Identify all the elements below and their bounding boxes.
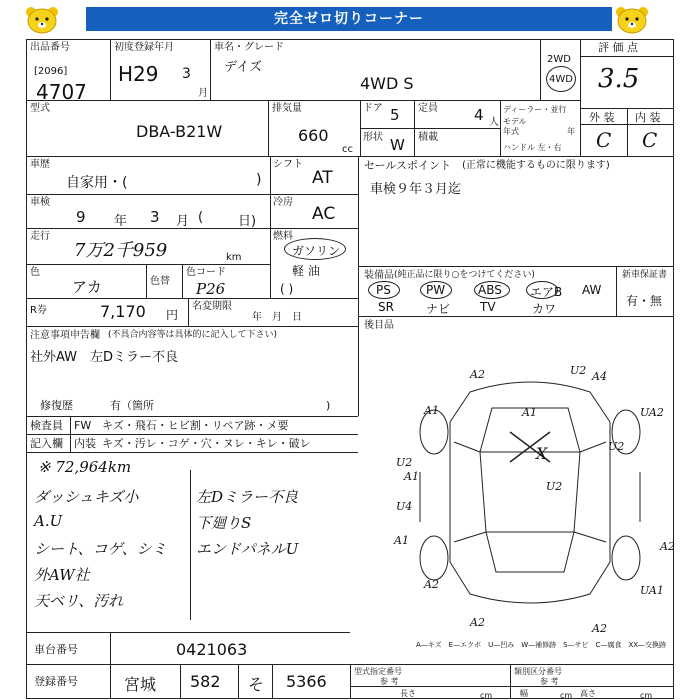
model-value: DBA-B21W: [136, 122, 223, 141]
damage-legend: A—キズ E—エクボ U—凹み W—補修跡 S—サビ C—腐食 XX—交換跡: [416, 641, 667, 649]
rear-seat-label: 後目品: [364, 320, 394, 331]
drive-2wd: 2WD: [547, 54, 571, 65]
sales-text: 車検９年３月迄: [370, 182, 462, 197]
recycle-unit: 円: [166, 308, 179, 322]
notice-label: 注意事項申告欄: [30, 330, 100, 341]
notice-text: 社外AW 左Dミラー不良: [30, 350, 179, 365]
damage-a2-bumper: A2: [470, 616, 485, 629]
page-title: 完全ゼロ切りコーナー: [86, 7, 612, 31]
height-label: 高さ: [580, 689, 596, 698]
width-label: 幅: [520, 689, 528, 698]
capacity-label: 定員: [418, 103, 438, 114]
mascot-bear-icon: [22, 4, 62, 36]
length-label: 長さ: [400, 689, 416, 698]
fuel-label: 燃料: [273, 231, 293, 242]
recycle-label: R券: [30, 305, 47, 316]
entry-row2: キズ・汚レ・コゲ・穴・ヌレ・キレ・破レ: [102, 437, 311, 450]
mascot-bear-icon: [612, 4, 652, 36]
damage-a4-front: A4: [592, 370, 607, 383]
interior-value: C: [642, 128, 658, 152]
repair-value: 有（箇所: [110, 399, 154, 412]
equip-pw: PW: [426, 283, 446, 297]
equip-tv: TV: [480, 300, 496, 314]
inspection-day-unit: 日): [238, 214, 257, 229]
inspection-year: 9: [76, 208, 86, 226]
displacement-label: 排気量: [272, 103, 302, 114]
reg-era-year: H29: [118, 62, 159, 86]
reg-month: 3: [182, 66, 191, 82]
handnote-endpanel: エンドパネルU: [196, 540, 299, 558]
interior-label: 内 装: [635, 111, 661, 124]
plate-number: 5366: [286, 672, 327, 691]
model-label: 型式: [30, 103, 50, 114]
equipment-label: 装備品: [364, 270, 394, 281]
lot-label: 出品番号: [30, 42, 70, 53]
capacity-value: 4: [474, 106, 484, 124]
inspector-label: 検査員: [30, 419, 63, 432]
inspector-fw: FW: [74, 419, 92, 432]
equip-ps: PS: [376, 283, 391, 297]
damage-u2-side: U2: [396, 456, 413, 469]
load-label: 積載: [418, 132, 438, 143]
equip-aw: AW: [582, 283, 602, 297]
damage-a1-rear-side: A1: [394, 534, 409, 547]
handnote-dash: ダッシュキズ小: [34, 488, 139, 506]
displacement-unit: cc: [342, 144, 353, 155]
history-value: 自家用・(: [66, 175, 128, 191]
history-label: 車歴: [30, 159, 50, 170]
designation-ref: 参 考: [380, 677, 399, 686]
fuel-gasoline: ガソリン: [292, 244, 341, 258]
displacement-value: 660: [298, 126, 329, 145]
handnote-mileage: ※ 72,964km: [38, 458, 132, 476]
shift-label: シフト: [273, 159, 303, 170]
aircon-label: 冷房: [273, 197, 293, 208]
year-unit: 年: [567, 127, 575, 136]
mileage-value: 7万2千959: [74, 240, 168, 261]
damage-ua2-right: UA2: [640, 406, 664, 419]
inspection-month-unit: 月: [176, 214, 190, 229]
equip-navi: ナビ: [426, 302, 451, 316]
transfer-label: 名変期限: [192, 301, 232, 312]
handnote-mirror: 左Dミラー不良: [196, 488, 299, 506]
inspection-label: 車検: [30, 197, 50, 208]
plate-kana: そ: [248, 675, 265, 694]
damage-a1-hood: A1: [522, 406, 537, 419]
shape-value: W: [390, 136, 405, 154]
inspection-year-unit: 年: [114, 214, 128, 229]
handle-label: ハンドル 左・右: [503, 143, 562, 152]
reg-month-unit: 月: [198, 88, 208, 99]
exterior-label: 外 装: [589, 111, 615, 124]
entry-label: 記入欄: [30, 437, 63, 450]
damage-a2-rear-left: A2: [424, 578, 439, 591]
car-label: 車名・グレード: [214, 42, 284, 53]
mileage-label: 走行: [30, 231, 50, 242]
color-code-value: P26: [196, 280, 226, 298]
chassis-value: 0421063: [176, 640, 248, 659]
damage-a2-front: A2: [470, 368, 485, 381]
handnote-aw: 外AW社: [34, 566, 90, 584]
mileage-unit: km: [226, 252, 242, 263]
warranty-label: 新車保証書: [622, 270, 668, 280]
notice-note: (不具合内容等は具体的に記入して下さい): [108, 330, 278, 340]
exterior-value: C: [596, 128, 612, 152]
sales-label: セールスポイント: [364, 159, 452, 172]
chassis-label: 車台番号: [34, 643, 78, 656]
length-unit: cm: [480, 691, 493, 700]
equipment-note: (純正品に限り○をつけてください): [394, 270, 535, 280]
dealer-label: ディーラー・並行: [503, 105, 567, 114]
lot-sub: [2096]: [34, 66, 68, 77]
color-swap-label: 色替: [150, 276, 170, 287]
inspection-month: 3: [150, 208, 160, 226]
shape-label: 形状: [363, 132, 383, 143]
history-close: ): [256, 172, 262, 188]
damage-u2-roof: U2: [546, 480, 563, 493]
equip-airbag: エアB: [530, 285, 563, 299]
fuel-paren: ( ): [280, 282, 294, 296]
height-unit: cm: [640, 691, 653, 700]
inspection-day-open: (: [198, 210, 204, 225]
car-grade: 4WD S: [360, 74, 414, 93]
drive-4wd: 4WD: [549, 74, 573, 85]
color-code-label: 色コード: [186, 267, 226, 278]
damage-u2-right: U2: [608, 440, 625, 453]
color-value: アカ: [72, 278, 102, 296]
entry-interior: 内装: [74, 437, 96, 450]
handnote-under: 下廻りS: [196, 514, 252, 532]
sales-note: (正常に機能するものに限ります): [462, 160, 610, 171]
doors-label: ドア: [363, 103, 383, 114]
repair-label: 修復歴: [40, 399, 73, 412]
class-number-label: 類別区分番号: [514, 667, 562, 676]
equip-leather: カワ: [532, 302, 557, 316]
plate-area: 宮城: [124, 675, 157, 694]
capacity-unit: 人: [489, 117, 499, 128]
warranty-value: 有・無: [626, 294, 663, 308]
damage-x-roof: X: [536, 444, 548, 463]
damage-a1-left: A1: [424, 404, 439, 417]
inspector-row1: キズ・飛石・ヒビ割・リペア跡・メ要: [102, 419, 289, 432]
aircon-value: AC: [312, 204, 336, 224]
shift-value: AT: [312, 168, 333, 188]
damage-a2-right-rear: A2: [660, 540, 675, 553]
handnote-seat: シート、コゲ、シミ: [34, 540, 167, 558]
doors-value: 5: [390, 106, 400, 124]
score-value: 3.5: [598, 64, 640, 94]
designation-label: 型式指定番号: [354, 667, 402, 676]
year-label: 年式: [503, 127, 519, 136]
damage-a2-bumper-right: A2: [592, 622, 607, 635]
score-label: 評 価 点: [598, 41, 638, 54]
handnote-roof: 天ベリ、汚れ: [34, 592, 124, 610]
damage-u4-side: U4: [396, 500, 413, 513]
reg-date-label: 初度登録年月: [114, 42, 174, 53]
color-label: 色: [30, 267, 40, 278]
car-damage-diagram: [400, 362, 660, 622]
damage-ua1-rear: UA1: [640, 584, 664, 597]
plate-label: 登録番号: [34, 675, 78, 688]
width-unit: cm: [560, 691, 573, 700]
recycle-value: 7,170: [100, 302, 146, 321]
car-name: デイズ: [224, 60, 262, 75]
plate-class: 582: [190, 672, 221, 691]
handnote-au: A.U: [34, 512, 63, 530]
class-number-ref: 参 考: [540, 677, 559, 686]
equip-sr: SR: [378, 300, 394, 314]
damage-u2-front: U2: [570, 364, 587, 377]
transfer-value: 年 月 日: [252, 312, 302, 323]
fuel-diesel: 軽 油: [292, 264, 320, 278]
damage-a1-side: A1: [404, 470, 419, 483]
equip-abs: ABS: [478, 283, 502, 297]
model-year-label: モデル: [503, 117, 527, 126]
lot-number: 4707: [36, 80, 87, 104]
